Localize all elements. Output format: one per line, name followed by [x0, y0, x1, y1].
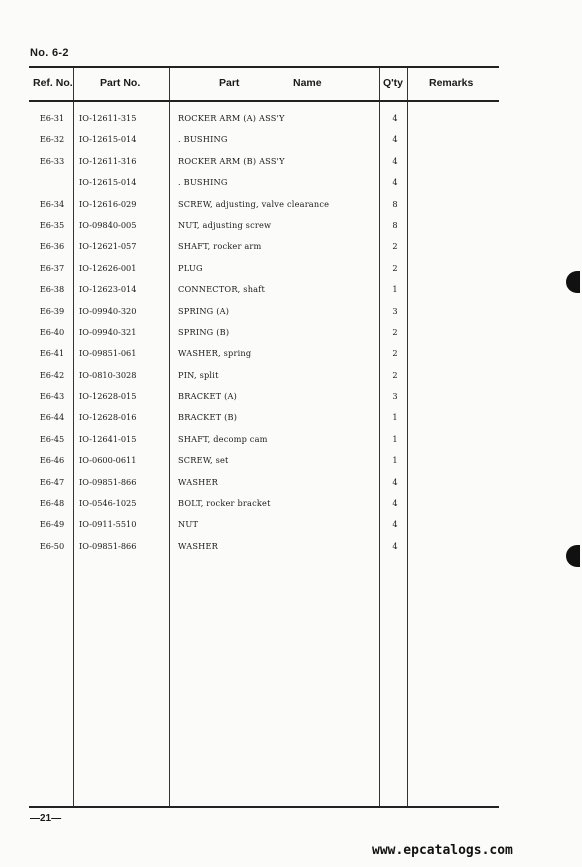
table-row: [29, 301, 499, 322]
ref-cell: E6-40: [39, 326, 65, 337]
part-no-cell: IO-12621-057: [79, 241, 137, 252]
qty-cell: 2: [392, 369, 398, 380]
qty-cell: 2: [392, 348, 398, 359]
ref-cell: E6-41: [39, 348, 65, 359]
part-name-cell: NUT, adjusting screw: [178, 219, 272, 230]
part-name-cell: PIN, split: [178, 369, 219, 380]
table-row: [29, 429, 499, 450]
part-no-cell: IO-0546-1025: [79, 498, 137, 509]
part-name-cell: WASHER: [178, 540, 219, 551]
part-no-cell: IO-12628-016: [79, 412, 137, 423]
part-name-cell: BRACKET (B): [178, 412, 238, 423]
table-body: [29, 108, 499, 557]
binder-hole: [566, 545, 580, 567]
table-row: [29, 407, 499, 428]
part-no-cell: IO-12615-014: [79, 177, 137, 188]
header-remarks: Remarks: [429, 77, 474, 89]
part-no-cell: IO-12615-014: [79, 134, 137, 145]
ref-cell: E6-37: [39, 262, 65, 273]
ref-cell: E6-42: [39, 369, 65, 380]
part-no-cell: IO-09851-866: [79, 476, 137, 487]
part-name-cell: SHAFT, decomp cam: [178, 433, 268, 444]
ref-cell: E6-35: [39, 219, 65, 230]
watermark-url: www.epcatalogs.com: [372, 843, 513, 858]
part-no-cell: IO-12623-014: [79, 284, 137, 295]
qty-cell: 1: [392, 284, 398, 295]
part-name-cell: BOLT, rocker bracket: [178, 498, 271, 509]
table-row: [29, 365, 499, 386]
part-name-cell: SCREW, set: [178, 455, 229, 466]
qty-cell: 4: [392, 177, 398, 188]
ref-cell: E6-47: [39, 476, 65, 487]
table-row: [29, 493, 499, 514]
part-name-cell: WASHER: [178, 476, 219, 487]
qty-cell: 4: [392, 476, 398, 487]
ref-cell: E6-49: [39, 519, 65, 530]
part-no-cell: IO-0600-0611: [79, 455, 137, 466]
qty-cell: 3: [392, 305, 398, 316]
table-row: [29, 279, 499, 300]
part-name-cell: PLUG: [178, 262, 203, 273]
part-name-cell: SPRING (A): [178, 305, 230, 316]
part-name-cell: ROCKER ARM (A) ASS'Y: [178, 113, 285, 123]
part-name-cell: CONNECTOR, shaft: [178, 284, 265, 295]
table-row: [29, 322, 499, 343]
qty-cell: 1: [392, 412, 398, 423]
part-no-cell: IO-09840-005: [79, 219, 137, 230]
table-row: [29, 514, 499, 535]
qty-cell: 8: [392, 198, 398, 209]
table-row: [29, 172, 499, 193]
page-number: No. 6-2: [30, 47, 69, 59]
ref-cell: E6-50: [39, 540, 65, 551]
ref-cell: E6-44: [39, 412, 65, 423]
part-name-cell: SHAFT, rocker arm: [178, 241, 262, 252]
header-part: Part: [219, 77, 240, 89]
ref-cell: E6-45: [39, 433, 65, 444]
part-no-cell: IO-12626-001: [79, 262, 137, 273]
ref-cell: E6-36: [39, 241, 65, 252]
part-name-cell: BRACKET (A): [178, 391, 238, 402]
qty-cell: 4: [392, 540, 398, 551]
table-row: [29, 450, 499, 471]
qty-cell: 1: [392, 433, 398, 444]
table-row: [29, 215, 499, 236]
part-name-cell: SPRING (B): [178, 326, 230, 337]
table-row: [29, 236, 499, 257]
table-row: [29, 258, 499, 279]
table-row: [29, 151, 499, 172]
part-name-cell: NUT: [178, 519, 199, 530]
ref-cell: E6-46: [39, 455, 65, 466]
table-row: [29, 386, 499, 407]
ref-cell: E6-31: [39, 113, 65, 123]
ref-cell: E6-43: [39, 391, 65, 402]
table-row: [29, 129, 499, 150]
qty-cell: 4: [392, 134, 398, 145]
part-no-cell: IO-12611-316: [79, 155, 137, 166]
qty-cell: 2: [392, 241, 398, 252]
part-name-cell: ROCKER ARM (B) ASS'Y: [178, 155, 285, 166]
header-part-no: Part No.: [100, 77, 141, 89]
parts-table: [29, 66, 499, 808]
part-name-cell: . BUSHING: [178, 134, 228, 145]
part-no-cell: IO-0810-3028: [79, 369, 137, 380]
part-no-cell: IO-12611-315: [79, 113, 137, 123]
header-qty: Q'ty: [383, 77, 404, 89]
header-name: Name: [293, 77, 322, 89]
qty-cell: 4: [392, 155, 398, 166]
part-no-cell: IO-09940-320: [79, 305, 137, 316]
qty-cell: 3: [392, 391, 398, 402]
table-row: [29, 194, 499, 215]
header-ref: Ref. No.: [33, 77, 73, 89]
part-no-cell: IO-12641-015: [79, 433, 137, 444]
part-no-cell: IO-12628-015: [79, 391, 137, 402]
part-name-cell: WASHER, spring: [178, 348, 252, 359]
qty-cell: 4: [392, 113, 398, 123]
table-header: [29, 68, 499, 102]
ref-cell: E6-38: [39, 284, 65, 295]
qty-cell: 4: [392, 498, 398, 509]
part-name-cell: SCREW, adjusting, valve clearance: [178, 198, 330, 209]
ref-cell: E6-48: [39, 498, 65, 509]
ref-cell: E6-32: [39, 134, 65, 145]
table-row: [29, 536, 499, 557]
ref-cell: E6-39: [39, 305, 65, 316]
ref-cell: E6-34: [39, 198, 65, 209]
footer-page-number: —21—: [30, 813, 62, 824]
part-no-cell: IO-09851-061: [79, 348, 137, 359]
ref-cell: E6-33: [39, 155, 65, 166]
part-no-cell: IO-0911-5510: [79, 519, 137, 530]
qty-cell: 2: [392, 262, 398, 273]
table-row: [29, 472, 499, 493]
qty-cell: 8: [392, 219, 398, 230]
part-name-cell: . BUSHING: [178, 177, 228, 188]
binder-hole: [566, 271, 580, 293]
part-no-cell: IO-09940-321: [79, 326, 137, 337]
table-row: [29, 108, 499, 129]
table-row: [29, 343, 499, 364]
qty-cell: 4: [392, 519, 398, 530]
qty-cell: 1: [392, 455, 398, 466]
part-no-cell: IO-09851-866: [79, 540, 137, 551]
part-no-cell: IO-12616-029: [79, 198, 137, 209]
qty-cell: 2: [392, 326, 398, 337]
